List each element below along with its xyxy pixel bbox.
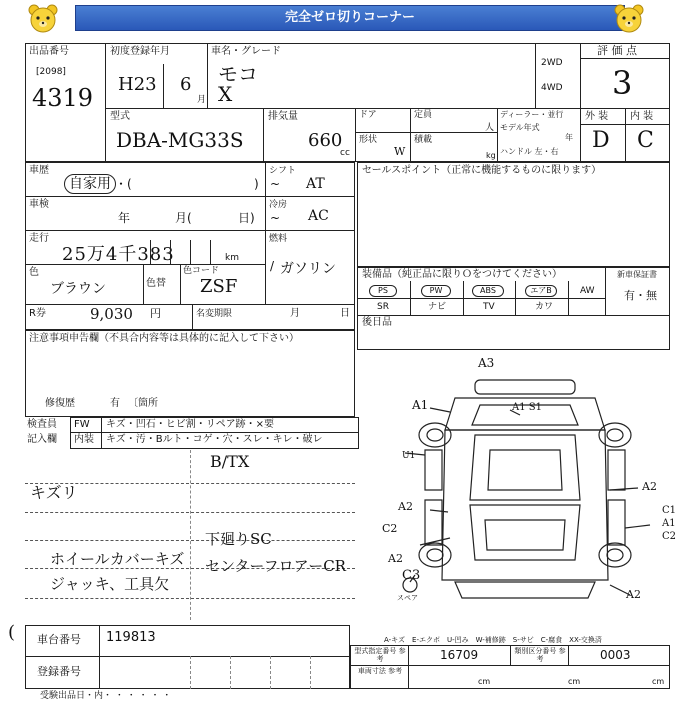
name-change-day: 日	[340, 308, 350, 319]
first-registration-year: H23	[118, 74, 157, 95]
recycle-unit: 円	[150, 307, 161, 320]
footer-text: 受験出品日・内・ ・ ・ ・ ・ ・	[40, 691, 172, 701]
inspector-label-2: 記入欄	[27, 434, 57, 445]
inspection-month: 月(	[175, 211, 192, 225]
load-label: 積載	[414, 135, 433, 145]
exterior-grade: D	[592, 128, 610, 153]
equipment-label: 装備品（純正品に限りＯをつけてください）	[362, 269, 562, 280]
mileage-unit: km	[225, 253, 239, 263]
mark-c2-right: C2	[662, 531, 677, 542]
lot-sub-number: [2098]	[36, 67, 66, 77]
capacity-label: 定員	[414, 110, 433, 120]
mark-c1: C1	[662, 505, 677, 516]
repair-history-place: 〔箇所	[128, 398, 158, 409]
size-unit-3: cm	[652, 677, 665, 686]
car-name-label: 車名・グレード	[211, 46, 281, 57]
shape-label: 形状	[359, 135, 378, 145]
model-year-label: モデル年式	[500, 123, 540, 132]
fuel-label: 燃料	[269, 234, 288, 244]
mileage-value: 25万4千383	[62, 244, 175, 265]
handle-label: ハンドル 左・右	[500, 147, 559, 156]
note-scratch: キズリ	[30, 483, 78, 502]
mark-c3: C3	[402, 568, 421, 583]
equip-airbag: エアB	[525, 285, 557, 297]
chassis-value: 119813	[106, 630, 156, 645]
mark-u1: U1	[402, 451, 416, 461]
note-bitx: B/TX	[210, 452, 250, 471]
recycle-value: 9,030	[90, 305, 133, 323]
inspection-day: 日)	[238, 211, 255, 225]
month-unit: 月	[197, 95, 207, 105]
exterior-label: 外 装	[585, 111, 609, 122]
color-value: ブラウン	[50, 281, 106, 297]
spare-label: スペア	[397, 594, 418, 602]
page-title: 完全ゼロ切りコーナー	[75, 5, 625, 31]
color-code-value: ZSF	[200, 276, 238, 297]
model-label: 型式	[110, 111, 130, 122]
inspection-year: 年	[118, 211, 131, 225]
mark-a3-top: A3	[478, 356, 495, 370]
fuel-value: ガソリン	[280, 261, 336, 277]
mark-a2-lower-left: A2	[388, 552, 403, 565]
inspection-label: 車検	[29, 199, 49, 210]
damage-legend: A-キズ E-エクボ U-凹み W-補修跡 S-サビ C-腐食 XX-交換済	[384, 636, 602, 644]
notice-label: 注意事項申告欄（不具合内容等は具体的に記入して下さい）	[29, 333, 299, 344]
new-warranty-label: 新車保証書	[617, 270, 657, 279]
model-year-unit: 年	[565, 133, 573, 142]
load-unit: kg	[486, 151, 496, 160]
rear-items-label: 後日品	[362, 317, 392, 328]
model-designation-label: 型式指定番号 参考	[354, 647, 406, 663]
inspector-row1-items: キズ・凹石・ヒビ割・リペア跡・×要	[106, 419, 274, 430]
equip-ps: PS	[369, 285, 397, 297]
equip-navi: ナビ	[428, 302, 447, 312]
note-undercarriage: 下廻りSC	[205, 530, 272, 548]
mark-a1-left: A1	[412, 398, 429, 412]
lot-label: 出品番号	[29, 46, 69, 57]
size-label: 車両寸法 参考	[357, 667, 403, 675]
class-number-label: 類別区分番号 参考	[514, 647, 566, 663]
shift-label: シフト	[269, 166, 297, 176]
displacement-label: 排気量	[268, 111, 298, 122]
repaint-label: 色替	[146, 278, 166, 289]
capacity-unit: 人	[485, 123, 495, 133]
displacement-unit: cc	[340, 148, 350, 158]
registration-label: 登録番号	[37, 665, 81, 678]
equip-aw: AW	[580, 286, 595, 296]
inspector-interior: 内装	[74, 434, 94, 445]
mark-a2-right: A2	[642, 480, 657, 493]
mascot-bear-icon	[612, 2, 646, 36]
score-label: 評 価 点	[597, 44, 637, 57]
lot-number: 4319	[32, 84, 94, 112]
first-registration-label: 初度登録年月	[110, 46, 170, 57]
history-label: 車歴	[29, 165, 49, 176]
name-change-label: 名変期限	[196, 309, 233, 319]
score-value: 3	[612, 64, 633, 102]
mark-a2-rear: A2	[626, 588, 641, 601]
shape-value: W	[394, 145, 406, 158]
equip-leather: カワ	[535, 302, 554, 312]
color-code-label: 色コード	[183, 266, 220, 276]
note-jack-tools: ジャッキ、工具欠	[50, 575, 170, 593]
interior-label: 内 装	[630, 111, 654, 122]
color-label: 色	[29, 267, 39, 278]
equip-sr: SR	[377, 302, 389, 312]
size-unit-2: cm	[568, 677, 581, 686]
mileage-label: 走行	[29, 233, 49, 244]
inspector-row2-items: キズ・汚・Bルト・コゲ・穴・スレ・キレ・破レ	[106, 434, 323, 445]
mark-c2-left: C2	[382, 522, 398, 535]
note-wheel-cover: ホイールカバーキズ	[50, 550, 185, 568]
history-rest: ・(	[115, 177, 132, 191]
ac-value: AC	[308, 208, 329, 224]
class-number-value: 0003	[600, 648, 631, 662]
history-close: )	[254, 177, 259, 191]
chassis-label: 車台番号	[37, 633, 81, 646]
mascot-bear-icon	[26, 2, 60, 36]
new-warranty-value: 有・無	[624, 289, 657, 302]
inspector-fw: FW	[74, 419, 90, 430]
size-unit-1: cm	[478, 677, 491, 686]
recycle-label: R券	[29, 308, 46, 319]
mark-a1-right: A1	[662, 518, 676, 529]
history-value: 自家用	[64, 174, 116, 194]
model-value: DBA-MG33S	[116, 128, 244, 152]
first-registration-month: 6	[180, 74, 192, 95]
car-name-value: モコ	[218, 62, 258, 86]
sales-point-label: セールスポイント（正常に機能するものに限ります）	[362, 165, 602, 176]
drive-2wd: 2WD	[541, 58, 563, 68]
note-center-floor: センターフロアーCR	[205, 557, 346, 575]
door-label: ドア	[359, 110, 377, 120]
equip-abs: ABS	[472, 285, 504, 297]
equip-tv: TV	[483, 302, 495, 312]
inspector-label: 検査員	[27, 419, 57, 430]
interior-grade: C	[637, 128, 654, 153]
drive-4wd: 4WD	[541, 83, 563, 93]
sales-point-box	[357, 162, 670, 267]
dealer-label: ディーラー・並行	[500, 110, 564, 119]
shift-value: AT	[306, 176, 325, 192]
mark-a2-left: A2	[398, 500, 413, 513]
repair-history-label: 修復歴	[45, 398, 75, 409]
repair-history-value: 有	[110, 398, 120, 409]
model-designation-value: 16709	[440, 648, 479, 662]
equip-pw: PW	[421, 285, 451, 297]
name-change-month: 月	[290, 308, 300, 319]
car-grade-value: X	[218, 82, 233, 106]
mark-a1-s1: A1 S1	[512, 402, 542, 413]
ac-label: 冷房	[269, 200, 288, 210]
displacement-value: 660	[308, 130, 343, 151]
